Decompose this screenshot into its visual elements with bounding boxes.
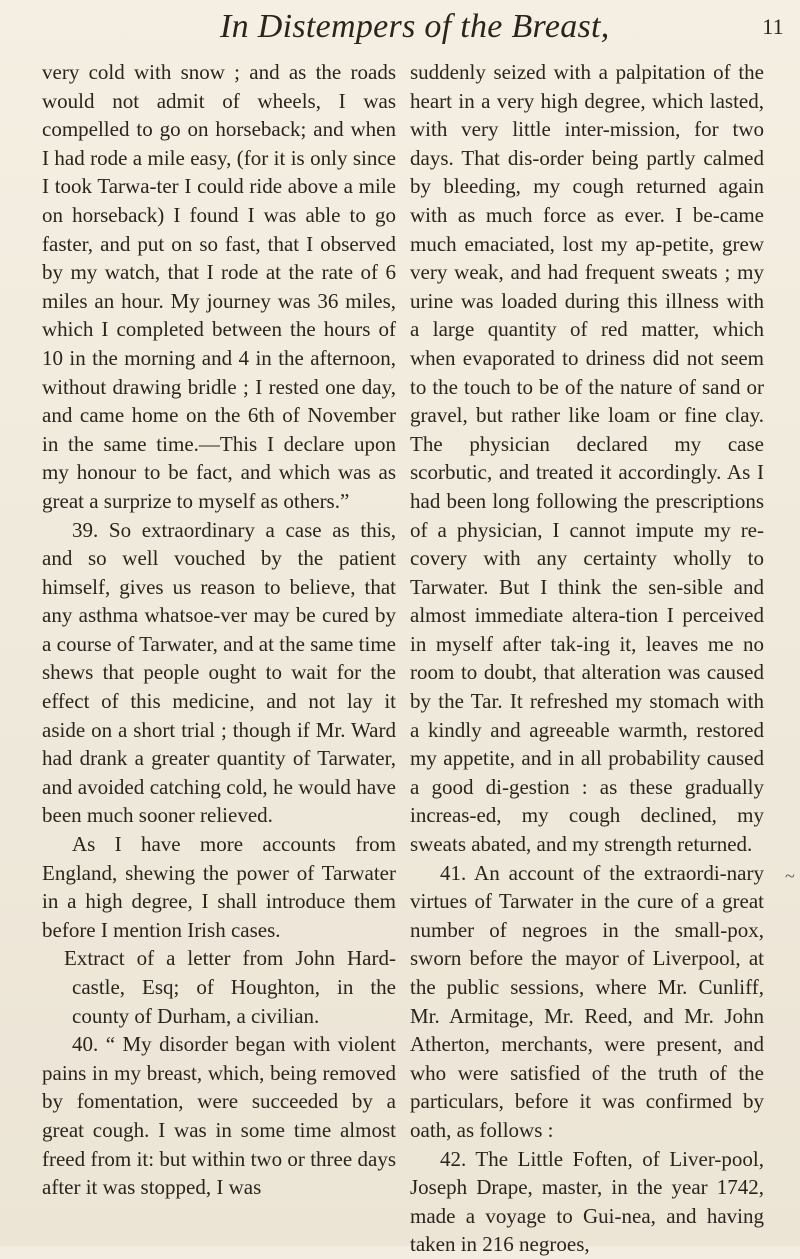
paragraph-42: 42. The Little Foften, of Liver-pool, Joseph Drape, master, in the year 1742, made a voyage to Gui-nea, and having taken in 216 negroes, (410, 1146, 764, 1257)
paragraph-41: 41. An account of the extraordi-nary virtues of Tarwater in the cure of a great number of negroes in the small-pox, sworn before the mayor of Liverpool, at the public sessions, where Mr. Cunliff, Mr. Armitage, Mr. Reed, and Mr. John Atherton, merchants, were present, and who were satisfied of the truth of the particulars, before it was confirmed by oath, as follows : (410, 860, 764, 1142)
paragraph-transition: As I have more accounts from England, shewing the power of Tarwater in a high degree, I shall introduce them before I mention Irish cases. (42, 832, 396, 942)
margin-mark: ~ (785, 866, 795, 886)
paragraph-40: 40. “ My disorder began with violent pains in my breast, which, being removed by fomentation, were succeeded by a great cough. I was in some time almost freed from it: but within two or three days after it was stopped, I was (42, 1032, 396, 1200)
extract-heading: Extract of a letter from John Hard-castle, Esq; of Houghton, in the county of Durham, a civilian. (64, 946, 396, 1028)
paragraph-continued-letter: very cold with snow ; and as the roads would not admit of wheels, I was compelled to go on horseback; and when I had rode a mile easy, (for it is only since I took Tarwa-ter I could ride above a mile on horseback) I found I was able to go faster, and put on so fast, that I observed by my watch, that I rode at the rate of 6 miles an hour. My journey was 36 miles, which I completed between the hours of 10 in the morning and 4 in the afternoon, without drawing bridle ; I rested one day, and came home on the 6th of November in the same time.—This I declare upon my honour to be fact, and which was as great a surprize to myself as others.” (42, 60, 396, 513)
left-column (42, 58, 396, 1202)
running-head (100, 4, 786, 50)
paragraph-39: 39. So extraordinary a case as this, and so well vouched by the patient himself, gives us reason to believe, that any asthma whatsoe-ver may be cured by a course of Tarwater, and at the same time shews that people ought to wait for the effect of this medicine, and not lay it aside on a short trial ; though if Mr. Ward had drank a greater quantity of Tarwater, and avoided catching cold, he would have been much sooner relieved. (42, 517, 396, 828)
page-number: 11 (762, 14, 784, 39)
paragraph-40-continued: suddenly seized with a palpitation of the heart in a very high degree, which lasted, with very little inter-mission, for two days. That dis-order being partly calmed by bleeding, my cough returned again with as much force as ever. I be-came much emaciated, lost my ap-petite, grew very weak, and had frequent sweats ; my urine was loaded during this illness with a large quantity of red matter, which when evaporated to driness did not seem to the touch to be of the nature of sand or gravel, but rather like loam or fine clay. The physician declared my case scorbutic, and treated it accordingly. As I had been long following the prescriptions of a physician, I cannot impute my re-covery with any certainty wholly to Tarwater. But I think the sen-sible and almost immediate altera-tion I perceived in myself after tak-ing it, leaves me no room to doubt, that alteration was caused by the Tar. It refreshed my stomach with a kindly and agreeable warmth, restored my appetite, and in all probability caused a good di-gestion : as these gradually increas-ed, my cough declined, my sweats abated, and my strength returned. (410, 60, 764, 857)
running-title: In Distempers of the Breast, (220, 8, 610, 45)
right-column (410, 58, 764, 1259)
